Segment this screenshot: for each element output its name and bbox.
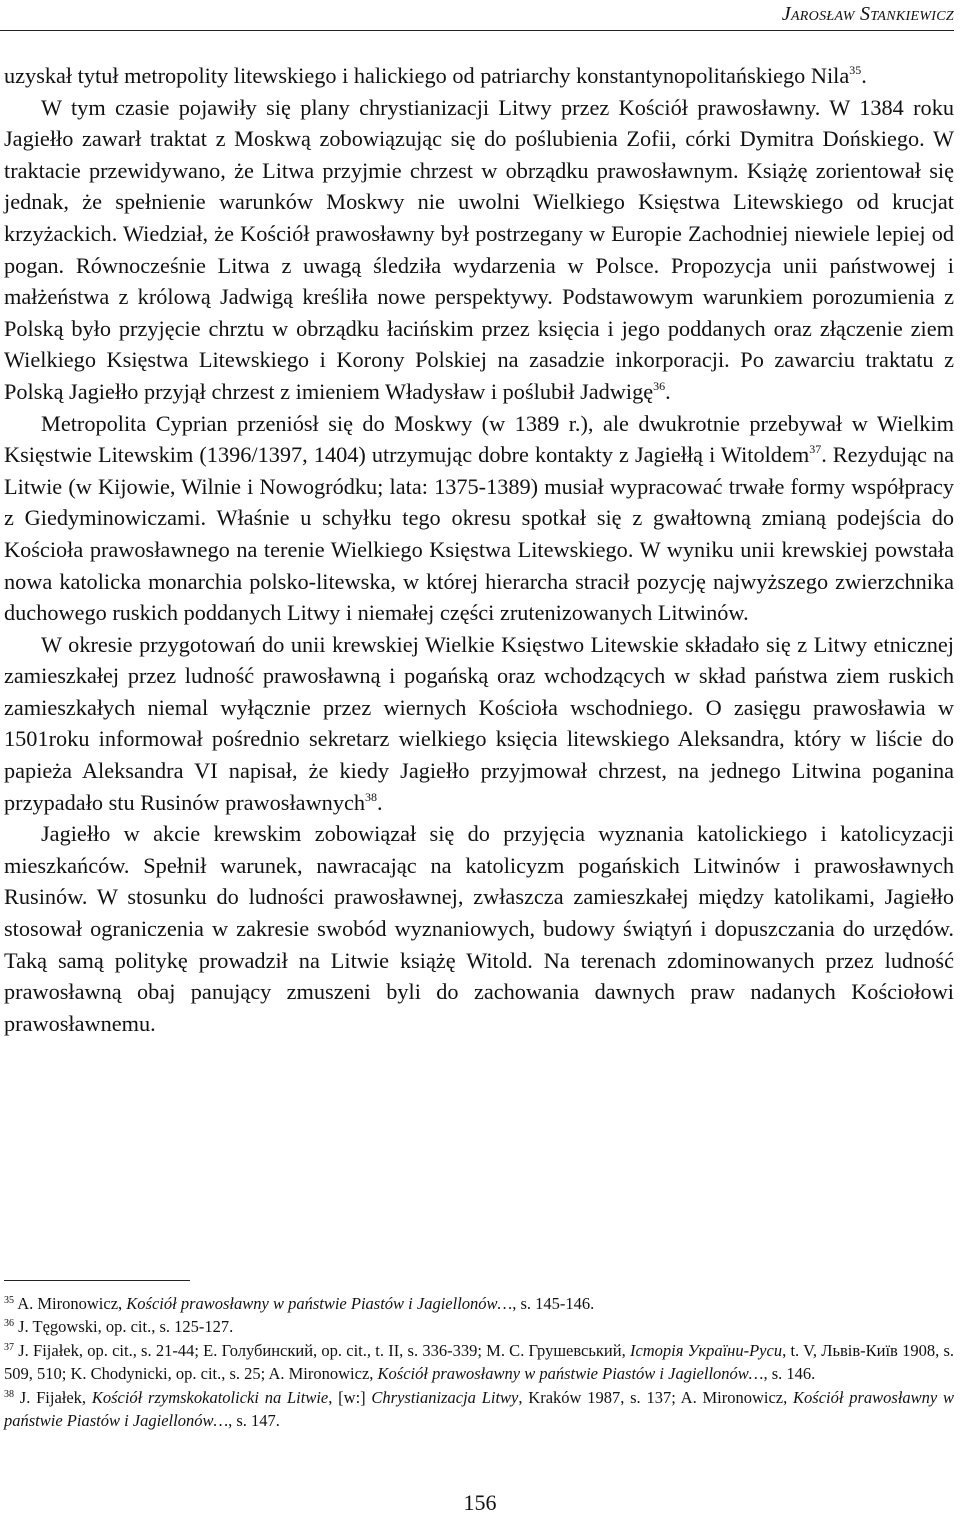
footnote	[4, 1292, 954, 1315]
text-run: , Kraków 1987, s. 137; A. Mironowicz,	[518, 1387, 794, 1407]
text-run: J. Fijałek, op. cit., s. 21-44; E. Голубинский, op. cit., t. II, s. 336-339; M. C. Грушевський,	[14, 1340, 630, 1360]
running-head-author: Jarosław Stankiewicz	[781, 3, 954, 25]
text-run: Metropolita Cyprian przeniósł się do Moskwy (w 1389 r.), ale dwukrotnie przebywał w Wielkim Księstwie Litewskim (1396/1397, 1404) utrzymując dobre kontakty z Jagiełłą i Witoldem	[4, 410, 954, 468]
text-run: uzyskał tytuł metropolity litewskiego i halickiego od patriarchy konstantynopolitańskiego Nila	[4, 63, 850, 88]
footnote-ref: 37	[4, 1341, 14, 1353]
body-paragraph	[4, 818, 954, 1039]
text-run: , s. 146.	[763, 1364, 816, 1384]
text-run: Kościół rzymskokatolicki na Litwie	[91, 1387, 329, 1407]
body-paragraph	[4, 408, 954, 629]
text-run: . Rezydując na Litwie (w Kijowie, Wilnie i Nowogródku; lata: 1375-1389) musiał wypracować trwałe formy współpracy z Giedyminowiczami. Właśnie u schyłku tego okresu spotkał się z gwałtowną zmianą podejścia do Kościoła prawosławnego na terenie Wielkiego Księstwa Litewskiego. W wyniku unii krewskiej powstała nowa katolicka monarchia polsko-litewska, w której hierarcha stracił pozycję najwyższego zwierzchnika duchowego ruskich poddanych Litwy i niemałej części zrutenizowanych Litwinów.	[4, 442, 954, 626]
footnote	[4, 1386, 954, 1433]
text-run: J. Tęgowski, op. cit., s. 125-127.	[14, 1317, 234, 1337]
text-run: Kościół prawosławny w państwie Piastów i Jagiellonów…	[377, 1364, 764, 1384]
text-run: A. Mironowicz,	[14, 1294, 127, 1313]
text-run: , s. 145-146.	[512, 1294, 595, 1313]
footnote-ref: 35	[849, 63, 862, 77]
text-run: .	[861, 63, 867, 88]
footnote-ref: 38	[365, 789, 378, 804]
text-run: Kościół prawosławny w państwie Piastów i Jagiellonów…	[4, 1387, 955, 1431]
body-paragraph	[4, 60, 954, 92]
text-run: .	[665, 378, 671, 404]
footnotes	[4, 1292, 954, 1432]
text-run: J. Fijałek,	[14, 1387, 92, 1407]
footnote	[4, 1339, 954, 1386]
text-run: Історія України-Руси	[629, 1340, 783, 1360]
text-run: .	[377, 789, 383, 815]
footnote	[4, 1315, 954, 1338]
body-paragraph	[4, 92, 954, 408]
page-number: 156	[463, 1490, 497, 1515]
footnote-ref: 38	[4, 1388, 14, 1400]
body-text	[4, 60, 954, 1039]
footnote-ref: 36	[653, 378, 666, 393]
footnote-separator	[4, 1280, 190, 1281]
footnote-ref: 36	[4, 1318, 14, 1330]
text-run: W okresie przygotowań do unii krewskiej Wielkie Księstwo Litewskie składało się z Litwy etnicznej zamieszkałej przez ludność prawosławną i pogańską oraz wchodzących w skład państwa ziem ruskich zamieszkałych niemal wyłącznie przez wiernych Kościoła wschodniego. O zasięgu prawosławia w 1501roku informował pośrednio sekretarz wielkiego księcia litewskiego Aleksandra, który w liście do papieża Aleksandra VI napisał, że kiedy Jagiełło przyjmował chrzest, na jednego Litwina poganina przypadało stu Rusinów prawosławnych	[4, 631, 954, 815]
running-head	[0, 0, 954, 31]
text-run: Jagiełło w akcie krewskim zobowiązał się do przyjęcia wyznania katolickiego i katolicyzacji mieszkańców. Spełnił warunek, nawracając na katolicyzm pogańskich Litwinów i prawosławnych Rusinów. W stosunku do ludności prawosławnej, zwłaszcza zamieszkałej między katolikami, Jagiełło stosował ograniczenia w zakresie swobód wyznaniowych, budowy świątyń i dopuszczania do urzędów. Taką samą politykę prowadził na Litwie książę Witold. Na terenach zdominowanych przez ludność prawosławną obaj panujący zmuszeni byli do zachowania dawnych praw nadanych Kościołowi prawosławnemu.	[4, 821, 954, 1036]
text-run: W tym czasie pojawiły się plany chrystianizacji Litwy przez Kościół prawosławny. W 1384 roku Jagiełło zawarł traktat z Moskwą zobowiązując się do poślubienia Zofii, córki Dymitra Dońskiego. W traktacie przewidywano, że Litwa przyjmie chrzest w obrządku prawosławnym. Książę zorientował się jednak, że spełnienie warunków Moskwy nie uwolni Wielkiego Księstwa Litewskiego od krucjat krzyżackich. Wiedział, że Kościół prawosławny był postrzegany w Europie Zachodniej niewiele lepiej od pogan. Równocześnie Litwa z uwagą śledziła wydarzenia w Polsce. Propozycja unii państwowej i małżeństwa z królową Jadwigą kreśliła nowe perspektywy. Podstawowym warunkiem porozumienia z Polską było przyjęcie chrztu w obrządku łacińskim przez księcia i jego poddanych oraz złączenie ziem Wielkiego Księstwa Litewskiego i Korony Polskiej na zasadzie inkorporacji. Po zawarciu traktatu z Polską Jagiełło przyjął chrzest z imieniem Władysław i poślubił Jadwigę	[4, 94, 954, 404]
footnote-ref: 35	[4, 1295, 14, 1306]
footnote-ref: 37	[809, 442, 822, 457]
body-paragraph	[4, 629, 954, 819]
text-run: Kościół prawosławny w państwie Piastów i Jagiellonów…	[126, 1294, 513, 1313]
text-run: , [w:]	[328, 1387, 372, 1407]
text-run: Chrystianizacja Litwy	[371, 1387, 519, 1407]
text-run: , t. V, Львів-Київ 1908, s. 509, 510; K. Chodynicki, op. cit., s. 25; A. Mironowicz,	[4, 1340, 954, 1384]
text-run: , s. 147.	[228, 1411, 280, 1431]
